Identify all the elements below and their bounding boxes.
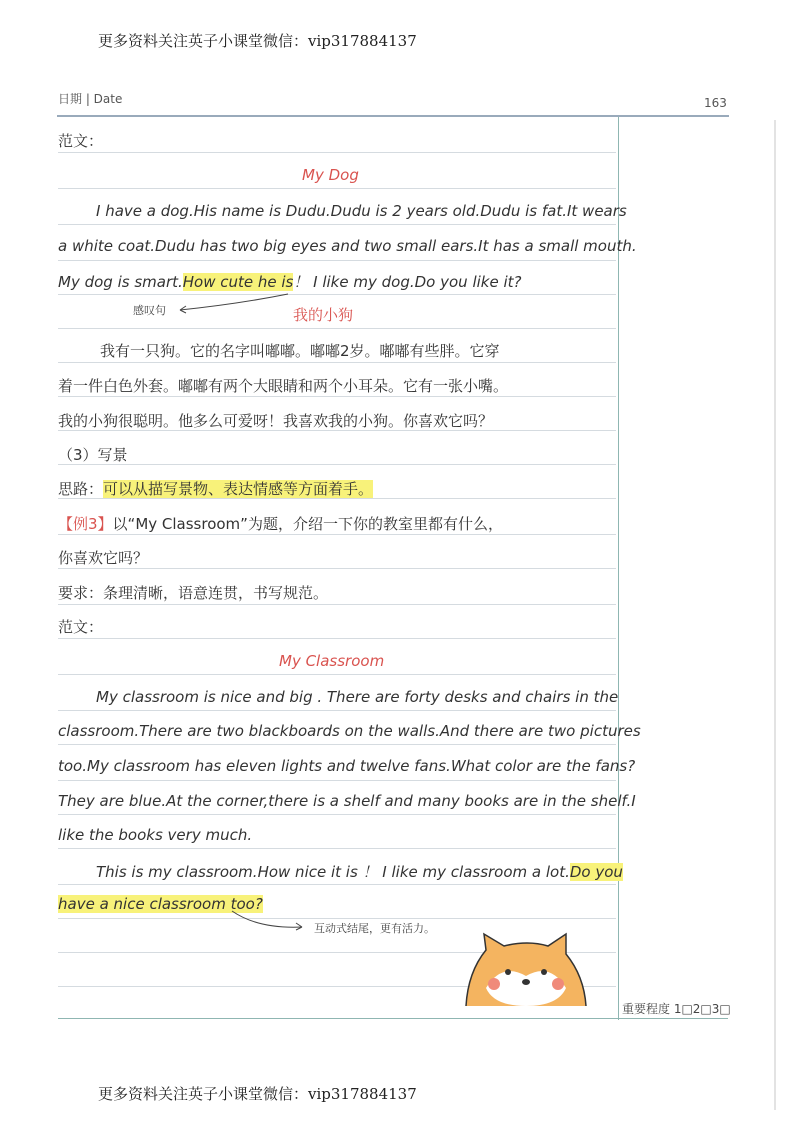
footer-note: 更多资料关注英子小课堂微信：vip317884137 xyxy=(98,1085,417,1103)
page-edge xyxy=(774,120,776,1110)
chinese-line: 着一件白色外套。嘟嘟有两个大眼睛和两个小耳朵。它有一张小嘴。 xyxy=(58,377,509,395)
rule-line xyxy=(58,362,616,363)
rule-line xyxy=(58,534,616,535)
essay-line: I have a dog.His name is Dudu.Dudu is 2 years old.Dudu is fat.It wears xyxy=(96,202,627,220)
essay-title-chinese: 我的小狗 xyxy=(293,306,354,324)
requirement-line: 要求：条理清晰，语意连贯，书写规范。 xyxy=(58,584,329,602)
chinese-line: 我的小狗很聪明。他多么可爱呀！我喜欢我的小狗。你喜欢它吗？ xyxy=(58,412,494,430)
rule-line xyxy=(58,188,616,189)
rule-line xyxy=(58,918,616,919)
rule-line xyxy=(58,604,616,605)
example-tag: 【例3】 xyxy=(58,515,113,533)
top-rule xyxy=(57,115,729,117)
rule-line xyxy=(58,396,616,397)
bottom-rule xyxy=(58,1018,728,1019)
annotation-arrow xyxy=(178,290,308,320)
header-note: 更多资料关注英子小课堂微信：vip317884137 xyxy=(98,32,417,50)
rule-line xyxy=(58,568,616,569)
rule-line xyxy=(58,848,616,849)
essay-line: too.My classroom has eleven lights and twelve fans.What color are the fans? xyxy=(58,757,636,775)
highlight: How cute he is xyxy=(182,273,294,291)
essay-title-my-dog: My Dog xyxy=(302,166,359,184)
essay-line: like the books very much. xyxy=(58,826,253,844)
rule-line xyxy=(58,884,616,885)
essay-line: They are blue.At the corner,there is a shelf and many books are in the shelf.I xyxy=(58,792,636,810)
rule-line xyxy=(58,638,616,639)
date-label: 日期 | Date xyxy=(58,92,123,106)
essay-line: This is my classroom.How nice it is ！ I like my classroom a lot.Do you xyxy=(96,863,623,881)
example-line: 【例3】以“My Classroom”为题，介绍一下你的教室里都有什么， xyxy=(58,515,503,533)
highlight: Do you xyxy=(569,863,623,881)
rule-line xyxy=(58,710,616,711)
highlight: 可以从描写景物、表达情感等方面着手。 xyxy=(103,480,374,498)
rule-line xyxy=(58,328,616,329)
essay-line: a white coat.Dudu has two big eyes and two small ears.It has a small mouth. xyxy=(58,237,637,255)
chinese-line: 我有一只狗。它的名字叫嘟嘟。嘟嘟2岁。嘟嘟有些胖。它穿 xyxy=(100,342,500,360)
essay-title-my-classroom: My Classroom xyxy=(279,652,385,670)
rule-line xyxy=(58,294,616,295)
fanwen-label: 范文： xyxy=(58,132,104,150)
essay-line: My classroom is nice and big . There are forty desks and chairs in the xyxy=(96,688,619,706)
annotation-arrow xyxy=(228,907,308,937)
annotation: 互动式结尾，更有活力。 xyxy=(314,922,435,935)
rule-line xyxy=(58,780,616,781)
rule-line xyxy=(58,814,616,815)
page-number: 163 xyxy=(704,96,727,110)
rule-line xyxy=(58,224,616,225)
fanwen-label: 范文： xyxy=(58,618,104,636)
idea-line: 思路：可以从描写景物、表达情感等方面着手。 xyxy=(58,480,374,498)
importance-rating: 重要程度 1□2□3□ xyxy=(622,1002,731,1016)
shiba-dog-icon xyxy=(462,932,592,1012)
annotation: 感叹句 xyxy=(133,304,166,317)
rule-line xyxy=(58,260,616,261)
example-line: 你喜欢它吗？ xyxy=(58,549,149,567)
highlight: have a nice classroom too? xyxy=(58,895,263,913)
essay-line: My dog is smart.How cute he is！ I like my dog.Do you like it? xyxy=(58,273,522,291)
rule-line xyxy=(58,744,616,745)
section-heading: （3）写景 xyxy=(58,446,128,464)
rule-line xyxy=(58,152,616,153)
essay-line: classroom.There are two blackboards on the walls.And there are two pictures xyxy=(58,722,641,740)
rule-line xyxy=(58,674,616,675)
rule-line xyxy=(58,464,616,465)
